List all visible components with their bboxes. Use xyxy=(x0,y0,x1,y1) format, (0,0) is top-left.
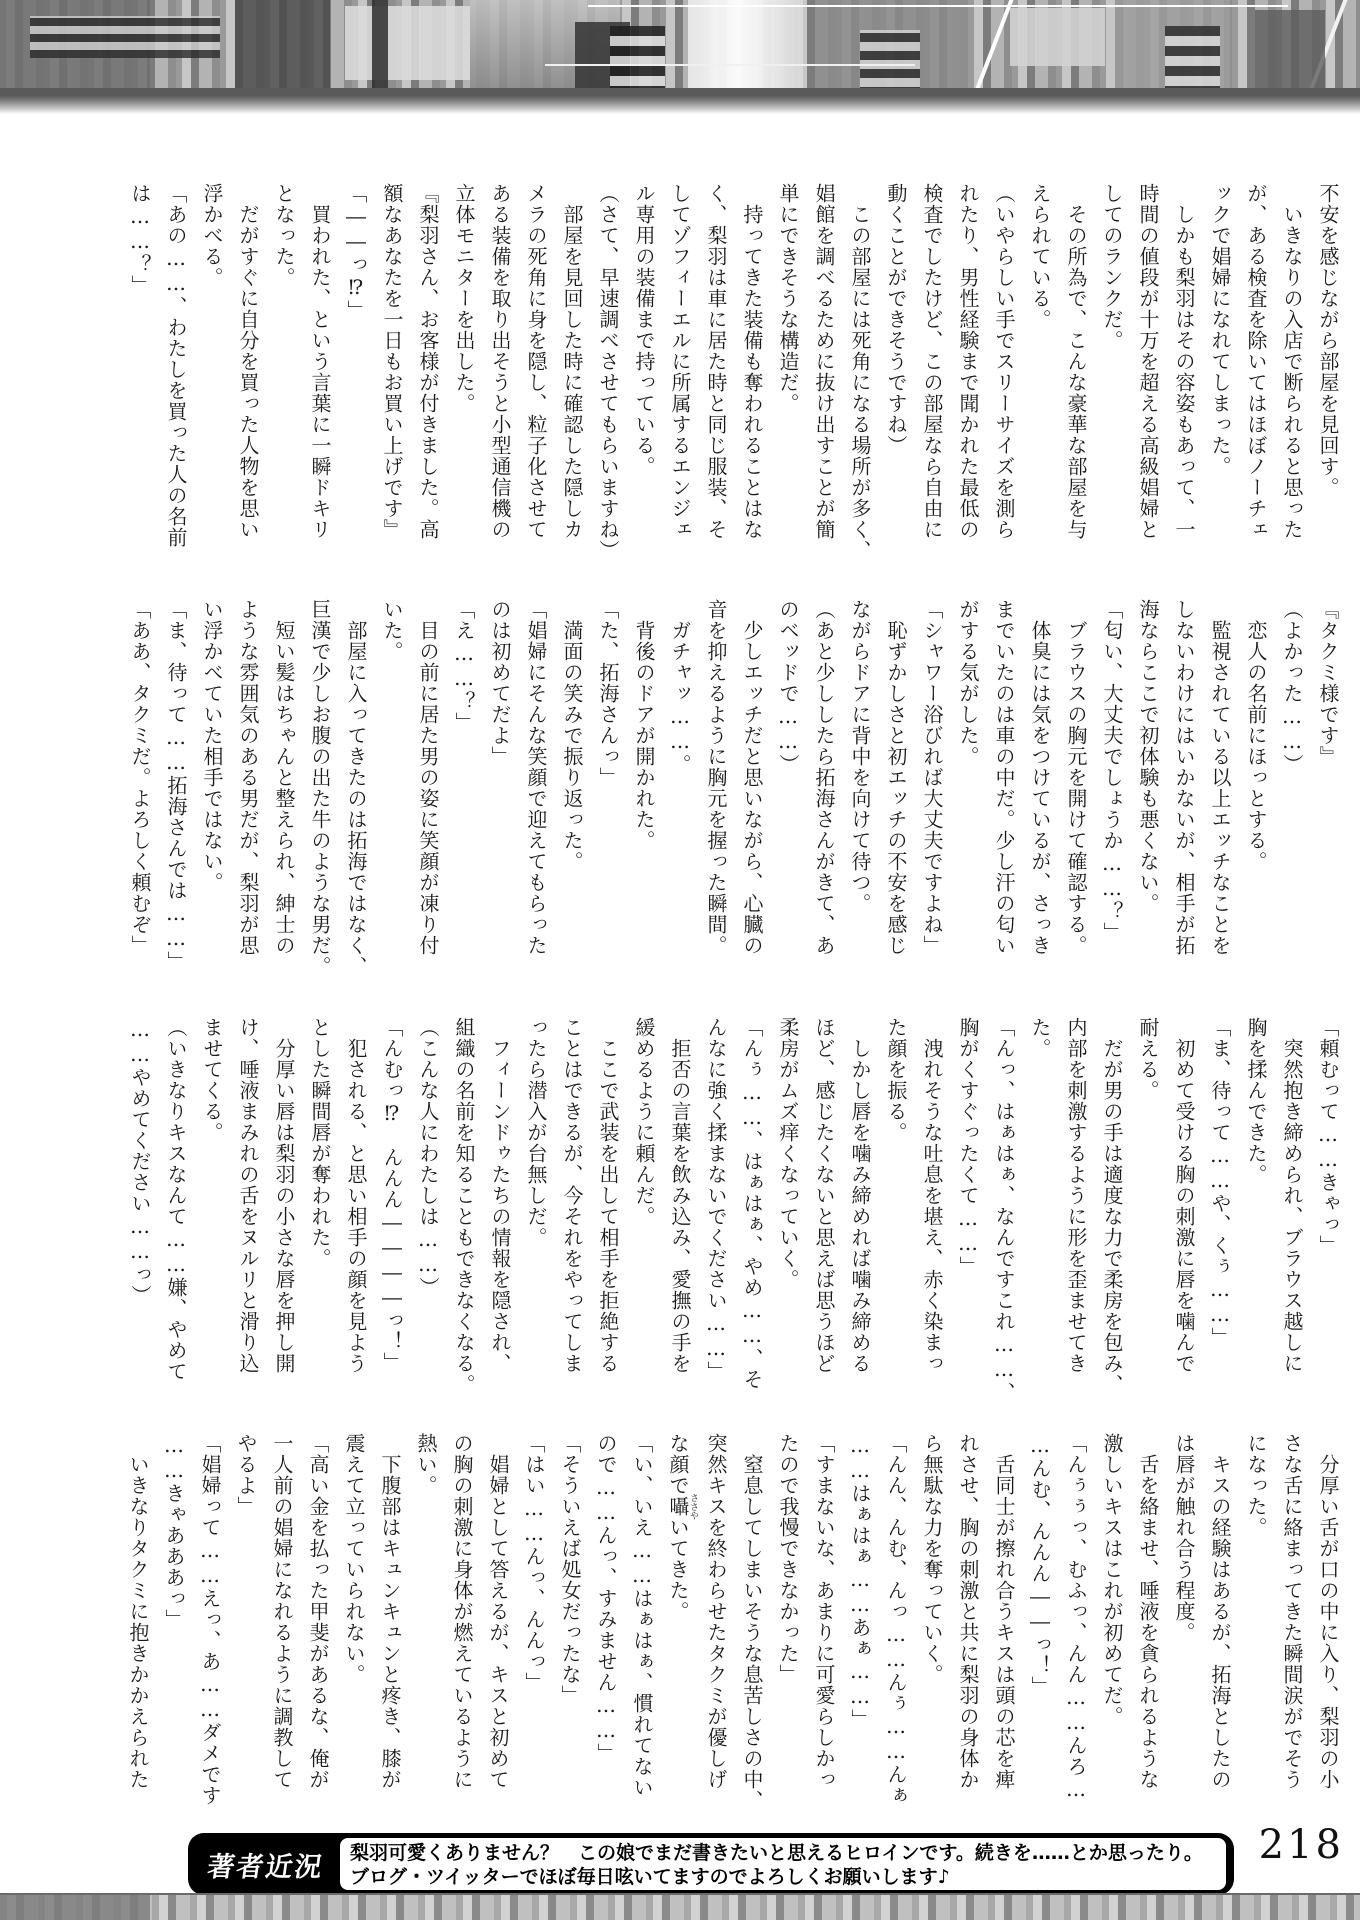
text-column: け、唾液まみれの舌をヌルリと滑り込 xyxy=(236,1017,260,1374)
text-column: の胸の刺激に身体が燃えているように xyxy=(450,1433,474,1790)
text-band-4 xyxy=(116,1433,1346,1823)
text-column: 巨漢で少しお腹の出た牛のような男だ。 xyxy=(308,599,332,977)
text-column: な顔で囁ささやいてきた。 xyxy=(666,1433,698,1622)
text-column: 突然キスを終わらせたタクミが優しげ xyxy=(704,1433,728,1790)
text-column: れたり、男性経験まで聞かれた最低の xyxy=(956,183,980,540)
text-column: 胸がくすぐったくて……」 xyxy=(956,1017,980,1277)
text-column: 「んっ、はぁはぁ、なんですこれ……、 xyxy=(992,1017,1016,1403)
text-column: のベッドで……） xyxy=(776,599,800,775)
text-column: 時間の値段が十万を超える高級娼婦と xyxy=(1136,183,1160,540)
text-band-1 xyxy=(116,183,1346,573)
text-column: ような雰囲気のある男だが、梨羽が思 xyxy=(236,599,260,956)
text-column: く、梨羽は車に居た時と同じ服装、そ xyxy=(704,183,728,540)
text-column: 突然抱き締められ、ブラウス越しに xyxy=(1280,1017,1304,1374)
text-column: 初めて受ける胸の刺激に唇を噛んで xyxy=(1172,1017,1196,1374)
text-column: ここで武装を出して相手を拒絶する xyxy=(596,1017,620,1374)
text-column: 「んん、んむ、んっ……んぅ……んぁ xyxy=(884,1433,908,1806)
text-band-2 xyxy=(116,599,1346,989)
header-artwork-block xyxy=(30,16,220,58)
text-column: とした瞬間唇が奪われた。 xyxy=(308,1017,332,1269)
header-artwork-block xyxy=(860,30,920,96)
text-column: 下腹部はキュンキュンと疼き、膝が xyxy=(378,1433,402,1790)
header-artwork-block xyxy=(688,0,803,96)
text-column: 緩めるように頼んだ。 xyxy=(632,1017,656,1227)
text-column: は唇が触れ合う程度。 xyxy=(1172,1433,1196,1643)
text-column: 「すまないな、あまりに可愛らしかっ xyxy=(812,1433,836,1790)
text-column: んなに強く揉まないでください……」 xyxy=(704,1017,728,1382)
text-column: 「そういえば処女だったな」 xyxy=(558,1433,582,1706)
text-column: 監視されている以上エッチなことを xyxy=(1208,599,1232,956)
text-column: （いきなりキスなんて……嫌、やめて xyxy=(164,1017,188,1382)
text-column: 浮かべる。 xyxy=(200,183,224,288)
text-column: 分厚い唇は梨羽の小さな唇を押し開 xyxy=(272,1017,296,1374)
text-band-3 xyxy=(116,1017,1346,1407)
text-column: 動くことができそうですね） xyxy=(884,183,908,456)
text-column: 少しエッチだと思いながら、心臓の xyxy=(740,599,764,956)
text-column: この部屋には死角になる場所が多く、 xyxy=(848,183,872,561)
text-column: た顔を振る。 xyxy=(884,1017,908,1143)
text-column: 胸を揉んできた。 xyxy=(1244,1017,1268,1185)
text-column: しないわけにはいかないが、相手が拓 xyxy=(1172,599,1196,956)
text-column: ……はぁはぁ……あぁ……」 xyxy=(848,1433,872,1730)
text-column: た。 xyxy=(1028,1017,1052,1059)
text-column: 「シャワー浴びれば大丈夫ですよね」 xyxy=(920,599,944,956)
text-column: いた。 xyxy=(380,599,404,662)
text-column: いきなりタクミに抱きかかえられた xyxy=(126,1433,150,1790)
text-column: 『梨羽さん、お客様が付きました。高 xyxy=(416,183,440,540)
text-column: 熱い。 xyxy=(414,1433,438,1496)
header-artwork-block xyxy=(235,0,330,96)
text-column: 「はい……んっ、んんっ」 xyxy=(522,1433,546,1693)
text-column: （よかった……） xyxy=(1280,599,1304,775)
text-column: ブラウスの胸元を開けて確認する。 xyxy=(1064,599,1088,956)
text-column: 海ならここで初体験も悪くない。 xyxy=(1136,599,1160,914)
text-column: 「え……？」 xyxy=(452,599,476,733)
text-column: は……？」 xyxy=(128,183,152,296)
text-column: 娼館を調べるために抜け出すことが簡 xyxy=(812,183,836,540)
text-column: 「娼婦にそんな笑顔で迎えてもらった xyxy=(524,599,548,956)
text-column: 「あの……、わたしを買った人の名前 xyxy=(164,183,188,548)
text-column: （いやらしい手でスリーサイズを測ら xyxy=(992,183,1016,540)
text-column: 舌を絡ませ、唾液を貪られるような xyxy=(1136,1433,1160,1790)
text-column: …んむ、んんん――っ！」 xyxy=(1028,1433,1052,1697)
text-column: だが男の手は適度な力で柔房を包み、 xyxy=(1100,1017,1124,1395)
header-divider xyxy=(0,88,1360,114)
text-column: 組織の名前を知ることもできなくなる。 xyxy=(452,1017,476,1395)
text-column: 検査でしたけど、この部屋なら自由に xyxy=(920,183,944,540)
text-column: 満面の笑みで振り返った。 xyxy=(560,599,584,872)
text-column: 舌同士が擦れ合うキスは頭の芯を痺 xyxy=(992,1433,1016,1790)
header-artwork-block xyxy=(372,0,388,96)
text-column: 「娼婦って……えっ、あ……ダメです xyxy=(198,1433,222,1806)
text-column: 立体モニターを出した。 xyxy=(452,183,476,414)
text-column: 拒否の言葉を飲み込み、愛撫の手を xyxy=(668,1017,692,1374)
text-column: 『タクミ様です』 xyxy=(1316,599,1340,767)
text-column: 体臭には気をつけているが、さっき xyxy=(1028,599,1052,956)
text-column: キスの経験はあるが、拓海としたの xyxy=(1208,1433,1232,1790)
header-artwork-block xyxy=(1255,10,1325,96)
header-artwork-block xyxy=(1010,8,1105,66)
text-column: になった。 xyxy=(1244,1433,1268,1538)
footer-artwork-block xyxy=(0,1895,150,1920)
text-column: 震えて立っていられない。 xyxy=(342,1433,366,1685)
text-column: ガチャッ……。 xyxy=(668,599,692,775)
text-column: しかし唇を噛み締めれば噛み締める xyxy=(848,1017,872,1374)
text-column: 「んぅ……、はぁはぁ、やめ……、そ xyxy=(740,1017,764,1390)
text-column: 部屋を見回した時に確認した隠しカ xyxy=(560,183,584,540)
text-column: ……やめてください……っ） xyxy=(128,1017,152,1306)
text-column: のは初めてだよ」 xyxy=(488,599,512,767)
page-number: 218 xyxy=(1258,1822,1344,1868)
text-column: 単にできそうな構造だ。 xyxy=(776,183,800,414)
text-column: 背後のドアが開かれた。 xyxy=(632,599,656,851)
text-column: ある装備を取り出そうと小型通信機の xyxy=(488,183,512,540)
text-column: 「ああ、タクミだ。よろしく頼むぞ」 xyxy=(128,599,152,956)
text-column: 短い髪はちゃんと整えられ、紳士の xyxy=(272,599,296,956)
text-column: さな舌に絡まってきた瞬間涙がでそう xyxy=(1280,1433,1304,1790)
text-column: してのランクだ。 xyxy=(1100,183,1124,351)
footer-artwork-line xyxy=(0,1893,1360,1895)
footer-artwork xyxy=(0,1893,1360,1920)
header-artwork-block xyxy=(345,6,470,80)
text-column: 耐える。 xyxy=(1136,1017,1160,1101)
text-column: しかも梨羽はその容姿もあって、一 xyxy=(1172,183,1196,540)
text-column: 犯される、と思い相手の顔を見よう xyxy=(344,1017,368,1374)
text-column: 内部を刺激するように形を歪ませてき xyxy=(1064,1017,1088,1374)
text-column: その所為で、こんな豪華な部屋を与 xyxy=(1064,183,1088,540)
text-column: 一人前の娼婦になれるように調教して xyxy=(270,1433,294,1790)
text-column: 窒息してしまいそうな息苦しさの中、 xyxy=(740,1433,764,1811)
text-column: いきなりの入店で断られると思った xyxy=(1280,183,1304,540)
text-column: ので……んっ、すみません……」 xyxy=(594,1433,618,1764)
text-column: やるよ」 xyxy=(234,1433,258,1517)
text-column: 洩れそうな吐息を堪え、赤く染まっ xyxy=(920,1017,944,1374)
text-column: 「んぅぅっ、むふっ、んん……んろ… xyxy=(1064,1433,1088,1802)
text-column: 「い、いえ……はぁはぁ、慣れてない xyxy=(630,1433,654,1798)
text-column: 「ま、待って……拓海さんでは……」 xyxy=(164,599,188,972)
text-column: ませてくる。 xyxy=(200,1017,224,1143)
text-column: 買われた、という言葉に一瞬ドキリ xyxy=(308,183,332,540)
text-column: 「た、拓海さんっ」 xyxy=(596,599,620,788)
header-artwork-line xyxy=(545,64,915,66)
text-column: 音を抑えるように胸元を握った瞬間。 xyxy=(704,599,728,956)
text-column: 額なあなたを一日もお買い上げです』 xyxy=(380,183,404,540)
text-column: （さて、早速調べさせてもらいますね） xyxy=(596,183,620,561)
text-column: ながらドアに背中を向けて待つ。 xyxy=(848,599,872,914)
text-column: が、ある検査を除いてはほぼノーチェ xyxy=(1244,183,1268,540)
text-column: 「――っ⁉」 xyxy=(344,183,368,321)
text-column: 柔房がムズ痒くなっていく。 xyxy=(776,1017,800,1290)
text-column: ったら潜入が台無しだ。 xyxy=(524,1017,548,1248)
header-artwork-line xyxy=(588,5,1288,7)
text-column: えられている。 xyxy=(1028,183,1052,330)
text-column: までいたのは車の中だ。少し汗の匂い xyxy=(992,599,1016,956)
text-column: 「んむっ⁉ んんん――――っ！」 xyxy=(380,1017,404,1373)
text-column: 恥ずかしさと初エッチの不安を感じ xyxy=(884,599,908,956)
text-column: 恋人の名前にほっとする。 xyxy=(1244,599,1268,872)
text-column: 目の前に居た男の姿に笑顔が凍り付 xyxy=(416,599,440,956)
text-column: 部屋に入ってきたのは拓海ではなく、 xyxy=(344,599,368,977)
text-column: だがすぐに自分を買った人物を思い xyxy=(236,183,260,540)
text-column: ……きゃあああっ」 xyxy=(162,1433,186,1630)
text-column: （あと少ししたら拓海さんがきて、あ xyxy=(812,599,836,956)
text-column: メラの死角に身を隠し、粒子化させて xyxy=(524,183,548,540)
text-column: たので我慢できなかった」 xyxy=(776,1433,800,1685)
text-column: ル専用の装備まで持っている。 xyxy=(632,183,656,477)
text-column: ことはできるが、今それをやってしま xyxy=(560,1017,584,1374)
text-column: ら無駄な力を奪っていく。 xyxy=(920,1433,944,1685)
text-column: がする気がした。 xyxy=(956,599,980,767)
text-column: 娼婦として答えるが、キスと初めて xyxy=(486,1433,510,1790)
text-column: 「ま、待って……や、くぅ……」 xyxy=(1208,1017,1232,1348)
header-artwork-block xyxy=(610,26,665,96)
text-column: 分厚い舌が口の中に入り、梨羽の小 xyxy=(1316,1433,1340,1790)
header-artwork-block xyxy=(1165,26,1220,96)
text-column: 激しいキスはこれが初めてだ。 xyxy=(1100,1433,1124,1727)
header-artwork-diagonal xyxy=(959,0,1016,96)
text-column: れさせ、胸の刺激と共に梨羽の身体か xyxy=(956,1433,980,1790)
text-column: 「匂い、大丈夫でしょうか……？」 xyxy=(1100,599,1124,943)
text-column: い浮かべていた相手ではない。 xyxy=(200,599,224,893)
text-column: ックで娼婦になれてしまった。 xyxy=(1208,183,1232,477)
header-artwork xyxy=(0,0,1360,96)
text-column: （こんな人にわたしは……） xyxy=(416,1017,440,1298)
text-column: してゾフィーエルに所属するエンジェ xyxy=(668,183,692,540)
author-note-text: 梨羽可愛くありません？ この娘でまだ書きたいと思えるヒロインです。続きを……とか思ったり。ブログ・ツイッターでほぼ毎日呟いてますのでよろしくお願いします♪ xyxy=(340,1838,1226,1890)
text-column: 不安を感じながら部屋を見回す。 xyxy=(1316,183,1340,498)
author-note-label: 著者近況 xyxy=(205,1851,326,1883)
text-column: となった。 xyxy=(272,183,296,288)
text-column: 持ってきた装備も奪われることはな xyxy=(740,183,764,540)
text-column: 「頼むって……きゃっ」 xyxy=(1316,1017,1340,1256)
text-column: 「高い金を払った甲斐があるな、俺が xyxy=(306,1433,330,1790)
author-note-bar xyxy=(188,1833,1234,1895)
text-column: フィーンドゥたちの情報を隠され、 xyxy=(488,1017,512,1374)
text-column: ほど、感じたくないと思えば思うほど xyxy=(812,1017,836,1374)
